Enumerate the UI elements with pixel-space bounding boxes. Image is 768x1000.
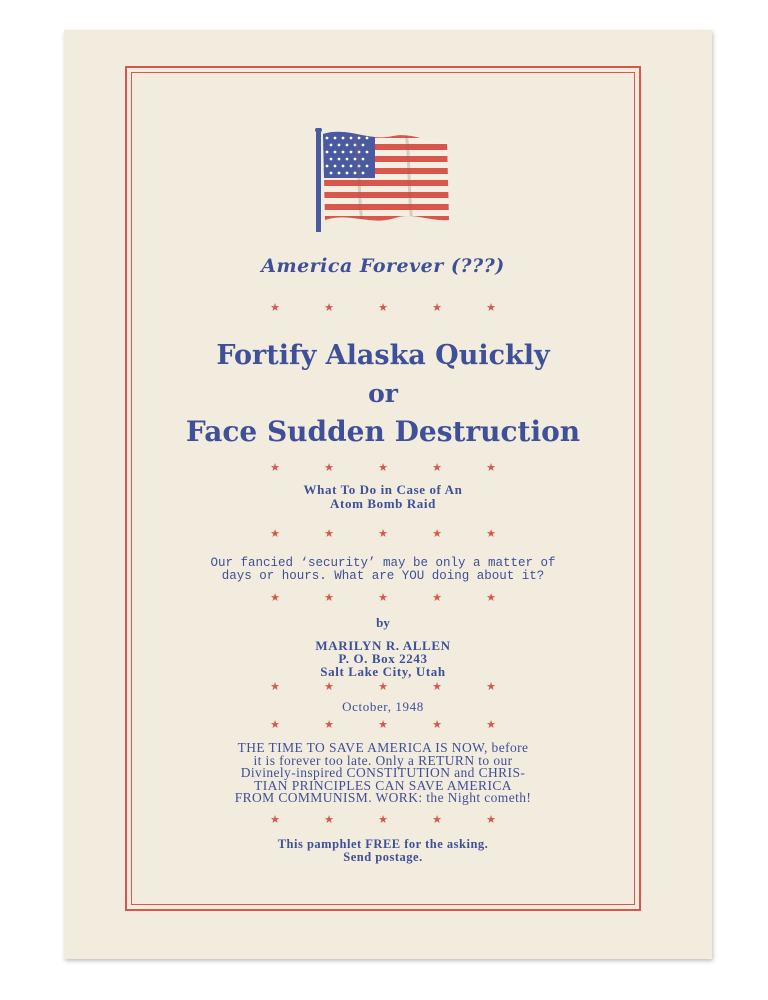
- appeal-line: Divinely-inspired CONSTITUTION and CHRIS-: [240, 765, 526, 781]
- star-icon: ★: [378, 527, 388, 540]
- star-icon: ★: [324, 813, 334, 826]
- star-icon: ★: [324, 461, 334, 474]
- star-icon: ★: [324, 527, 334, 540]
- star-icon: ★: [378, 813, 388, 826]
- appeal-line: it is forever too late. Only a RETURN to our: [253, 752, 513, 768]
- star-icon: ★: [324, 591, 334, 604]
- author-block: [131, 639, 635, 678]
- author-name: MARILYN R. ALLEN: [315, 638, 451, 653]
- author-city: Salt Lake City, Utah: [320, 664, 446, 679]
- star-icon: ★: [432, 813, 442, 826]
- security-line-2: days or hours. What are YOU doing about it?: [221, 569, 545, 583]
- pamphlet-cover: [131, 72, 635, 905]
- american-flag-icon: [313, 128, 453, 232]
- motto: America Forever (???): [261, 255, 505, 277]
- star-icon: ★: [324, 680, 334, 693]
- appeal-line: FROM COMMUNISM. WORK: the Night cometh!: [234, 790, 532, 806]
- star-icon: ★: [378, 591, 388, 604]
- star-icon: ★: [486, 718, 496, 731]
- star-icon: ★: [432, 680, 442, 693]
- star-icon: ★: [378, 301, 388, 314]
- star-row: [131, 718, 635, 731]
- star-row: [131, 813, 635, 826]
- star-icon: ★: [378, 718, 388, 731]
- star-icon: ★: [486, 813, 496, 826]
- security-warning: [131, 557, 635, 583]
- author-po-box: P. O. Box 2243: [338, 651, 428, 666]
- star-icon: ★: [270, 813, 280, 826]
- star-icon: ★: [378, 461, 388, 474]
- star-icon: ★: [432, 461, 442, 474]
- star-icon: ★: [432, 718, 442, 731]
- appeal-paragraph: [131, 742, 635, 805]
- title-line-1: Fortify Alaska Quickly: [216, 340, 550, 371]
- star-icon: ★: [486, 591, 496, 604]
- star-icon: ★: [270, 527, 280, 540]
- star-icon: ★: [324, 718, 334, 731]
- star-icon: ★: [270, 591, 280, 604]
- free-line-1: This pamphlet FREE for the asking.: [277, 837, 489, 851]
- star-row: [131, 591, 635, 604]
- subtitle: [131, 483, 635, 511]
- star-icon: ★: [270, 680, 280, 693]
- star-row: [131, 680, 635, 693]
- subtitle-line-1: What To Do in Case of An: [303, 482, 463, 497]
- star-icon: ★: [486, 680, 496, 693]
- security-line-1: Our fancied ‘security’ may be only a matter of: [210, 556, 556, 570]
- star-icon: ★: [486, 301, 496, 314]
- publication-date: October, 1948: [342, 699, 424, 714]
- star-icon: ★: [270, 718, 280, 731]
- byline: by: [376, 615, 390, 630]
- star-icon: ★: [432, 591, 442, 604]
- star-icon: ★: [270, 301, 280, 314]
- star-icon: ★: [324, 301, 334, 314]
- star-icon: ★: [486, 461, 496, 474]
- star-icon: ★: [486, 527, 496, 540]
- star-icon: ★: [378, 680, 388, 693]
- star-icon: ★: [432, 301, 442, 314]
- title-line-2: or: [368, 379, 398, 408]
- star-icon: ★: [432, 527, 442, 540]
- title-line-3: Face Sudden Destruction: [185, 415, 581, 448]
- appeal-line: THE TIME TO SAVE AMERICA IS NOW, before: [237, 740, 529, 755]
- subtitle-line-2: Atom Bomb Raid: [330, 496, 436, 511]
- free-offer: [131, 838, 635, 864]
- appeal-line: TIAN PRINCIPLES CAN SAVE AMERICA: [254, 777, 512, 793]
- star-icon: ★: [270, 461, 280, 474]
- star-row: [131, 527, 635, 540]
- star-row: [131, 461, 635, 474]
- free-line-2: Send postage.: [343, 850, 423, 864]
- star-row: [131, 301, 635, 314]
